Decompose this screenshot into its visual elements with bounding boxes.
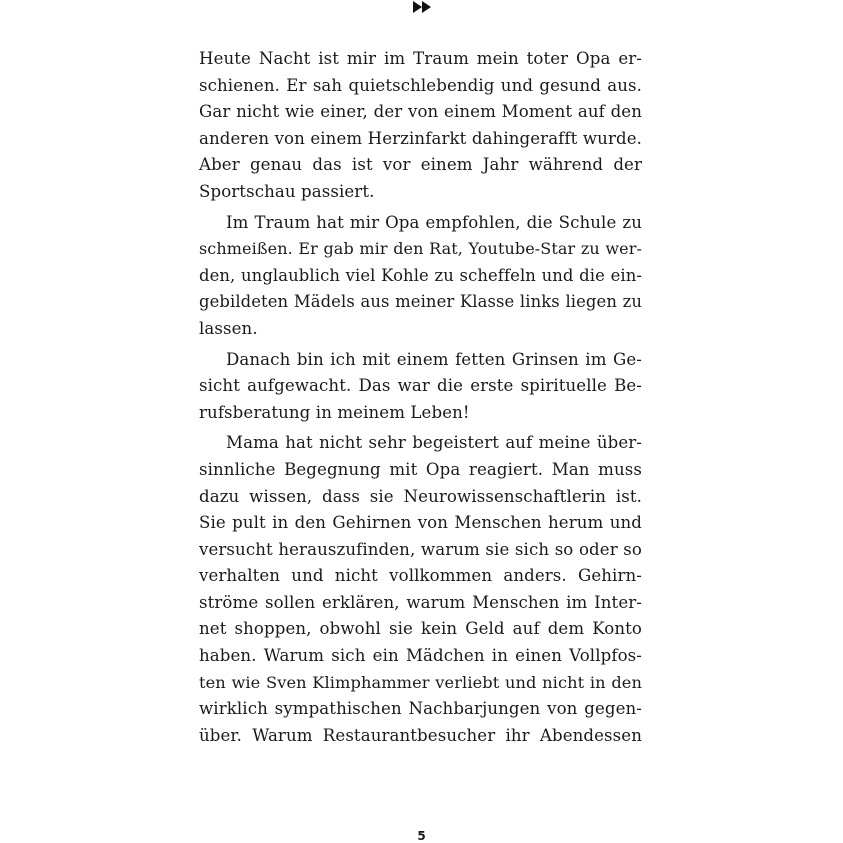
text-line: verhalten und nicht vollkommen anders. Gehirn-	[199, 566, 642, 586]
text-line: rufsberatung in meinem Leben!	[199, 402, 470, 422]
paragraph	[199, 347, 642, 427]
text-line: ten wie Sven Klimphammer verliebt und nicht in den	[199, 672, 642, 692]
fast-forward-icon	[413, 0, 433, 14]
text-line: Sie pult in den Gehirnen von Menschen herum und	[199, 513, 642, 533]
paragraph	[199, 210, 642, 343]
text-line: den, unglaublich viel Kohle zu scheffeln und die ein-	[199, 265, 642, 285]
text-line: sinnliche Begegnung mit Opa reagiert. Man muss	[199, 459, 642, 479]
text-line: Heute Nacht ist mir im Traum mein toter Opa er-	[199, 49, 642, 68]
body-text	[199, 46, 642, 749]
paragraph	[199, 46, 642, 206]
text-line: lassen.	[199, 318, 258, 338]
text-line: Im Traum hat mir Opa empfohlen, die Schule zu	[226, 212, 642, 232]
text-line: haben. Warum sich ein Mädchen in einen Vollpfos-	[199, 646, 642, 666]
text-line: dazu wissen, dass sie Neurowissenschaftlerin ist.	[199, 486, 642, 506]
text-line: net shoppen, obwohl sie kein Geld auf dem Konto	[199, 619, 642, 639]
text-line: Gar nicht wie einer, der von einem Moment auf den	[199, 102, 642, 122]
text-line: Sportschau passiert.	[199, 181, 375, 201]
text-line: gebildeten Mädels aus meiner Klasse links liegen zu	[199, 292, 642, 312]
text-line: anderen von einem Herzinfarkt dahingerafft wurde.	[199, 128, 642, 148]
text-line: Mama hat nicht sehr begeistert auf meine über-	[226, 433, 642, 453]
text-line: Aber genau das ist vor einem Jahr während der	[199, 155, 642, 175]
paragraph	[199, 430, 642, 749]
page-number: 5	[417, 829, 426, 843]
text-line: schmeißen. Er gab mir den Rat, Youtube-Star zu wer-	[199, 239, 642, 259]
text-line: wirklich sympathischen Nachbarjungen von gegen-	[199, 699, 642, 719]
text-line: sicht aufgewacht. Das war die erste spirituelle Be-	[199, 376, 642, 396]
text-line: ströme sollen erklären, warum Menschen im Inter-	[199, 592, 642, 612]
text-line: Danach bin ich mit einem fetten Grinsen im Ge-	[226, 349, 642, 369]
text-line: über. Warum Restaurantbesucher ihr Abendessen	[199, 725, 642, 745]
text-line: schienen. Er sah quietschlebendig und gesund aus.	[199, 75, 642, 95]
text-line: versucht herauszufinden, warum sie sich so oder so	[199, 539, 642, 559]
